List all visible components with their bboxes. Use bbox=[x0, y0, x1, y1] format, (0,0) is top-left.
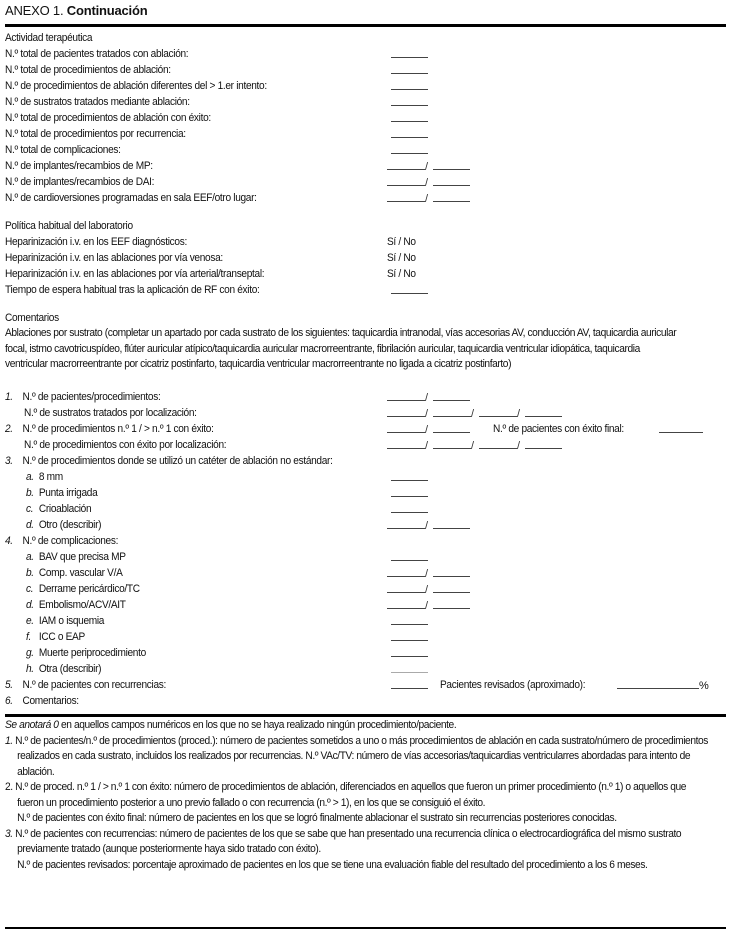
actividad-label: N.º de procedimientos de ablación diferentes del > 1.er intento: bbox=[5, 80, 267, 92]
yes-no-option[interactable]: Sí / No bbox=[387, 236, 416, 248]
pacientes-revisados-label: Pacientes revisados (aproximado): bbox=[440, 679, 586, 691]
blank-field[interactable] bbox=[391, 501, 428, 517]
annex-label: ANEXO 1. bbox=[5, 3, 64, 18]
comentarios-item-2: 2. N.º de procedimientos n.º 1 / > n.º 1 con éxito: bbox=[5, 423, 214, 435]
top-rule bbox=[5, 24, 726, 27]
complication-option: g. Muerte periprocedimiento bbox=[26, 647, 146, 659]
blank-field[interactable] bbox=[391, 110, 428, 126]
section-heading-politica: Política habitual del laboratorio bbox=[5, 220, 133, 232]
actividad-label: N.º total de pacientes tratados con ablación: bbox=[5, 48, 189, 60]
complication-option: h. Otra (describir) bbox=[26, 663, 102, 675]
blank-field[interactable] bbox=[391, 78, 428, 94]
footnote-1: 1. N.º de pacientes/n.º de procedimientos (proced.): número de pacientes sometidos a uno o más procedimientos de ablación en cada sustrato/número de procedimientos realizados en cada sustrato, incluidos los realizados por recurrencias. N.º VAc/TV: número de vías accesorias/taquicardias ventricularres abordadas para intento de ablación. bbox=[5, 734, 708, 778]
footnote-3-b: N.º de pacientes revisados: porcentaje aproximado de pacientes en los que se tiene una evaluación fiable del resultado del procedimiento a los 6 meses. bbox=[17, 858, 648, 871]
section-heading-comentarios: Comentarios bbox=[5, 312, 59, 324]
blank-field[interactable] bbox=[391, 629, 428, 645]
blank-field[interactable] bbox=[391, 62, 428, 78]
comentarios-item-4: 4. N.º de complicaciones: bbox=[5, 535, 119, 547]
blank-field[interactable] bbox=[391, 645, 428, 661]
footnote-intro: Se anotará 0 en aquellos campos numéricos en los que no se haya realizado ningún procedimiento/paciente. bbox=[5, 719, 457, 731]
actividad-label: N.º total de procedimientos por recurrencia: bbox=[5, 128, 186, 140]
blank-field-pair[interactable]: / bbox=[387, 174, 470, 190]
comentarios-item-1: 1. N.º de pacientes/procedimientos: bbox=[5, 391, 161, 403]
blank-field-pair[interactable]: / bbox=[387, 421, 470, 437]
blank-field-quad[interactable]: / / / bbox=[387, 405, 562, 421]
blank-field[interactable] bbox=[391, 485, 428, 501]
catheter-option: b. Punta irrigada bbox=[26, 487, 98, 499]
blank-field-pair[interactable]: / bbox=[387, 190, 470, 206]
complication-option: d. Embolismo/ACV/AIT bbox=[26, 599, 126, 611]
politica-label: Heparinización i.v. en los EEF diagnósticos: bbox=[5, 236, 187, 248]
blank-field[interactable] bbox=[391, 142, 428, 158]
actividad-label: N.º de cardioversiones programadas en sala EEF/otro lugar: bbox=[5, 192, 257, 204]
footnote-3: 3. N.º de pacientes con recurrencias: número de pacientes de los que se sabe que han presentado una recurrencia clínica o electrocardiográfica del mismo sustrato previamente tratado (aunque posteriormente haya sido tratado con éxito). bbox=[5, 827, 682, 855]
catheter-option: d. Otro (describir) bbox=[26, 519, 102, 531]
yes-no-option[interactable]: Sí / No bbox=[387, 252, 416, 264]
blank-field-pair[interactable]: / bbox=[387, 581, 470, 597]
blank-field[interactable] bbox=[391, 282, 428, 298]
actividad-label: N.º de implantes/recambios de DAI: bbox=[5, 176, 155, 188]
bottom-rule bbox=[5, 927, 726, 929]
comentarios-intro: Ablaciones por sustrato (completar un apartado por cada sustrato de los siguientes: taquicardia intranodal, vías accesorias AV, conducción AV, taquicardia auricular focal, istmo cavotricuspídeo, flúter auricular atípico/taquicardia auricular macrorreentrante, fibrilación auricular, taquicardia ventricular idiopática, taquicardia ventricular macrorreentrante por cicatriz postinfarto, taquicardia ventricular macrorreentrante no ligada a cicatriz postinfarto) bbox=[5, 327, 677, 370]
catheter-option: a. 8 mm bbox=[26, 471, 63, 483]
blank-field-pair[interactable]: / bbox=[387, 597, 470, 613]
complication-option: c. Derrame pericárdico/TC bbox=[26, 583, 140, 595]
complication-option: b. Comp. vascular V/A bbox=[26, 567, 123, 579]
exito-final-label: N.º de pacientes con éxito final: bbox=[493, 423, 624, 435]
footnote-rule bbox=[5, 714, 726, 717]
complication-option: e. IAM o isquemia bbox=[26, 615, 105, 627]
blank-field[interactable] bbox=[391, 661, 428, 677]
exito-final-field[interactable] bbox=[659, 421, 703, 437]
blank-field-pair[interactable]: / bbox=[387, 158, 470, 174]
footnotes bbox=[5, 718, 712, 873]
comentarios-item-3: 3. N.º de procedimientos donde se utilizó un catéter de ablación no estándar: bbox=[5, 455, 333, 467]
blank-field-pair[interactable]: / bbox=[387, 389, 470, 405]
blank-field-pair[interactable]: / bbox=[387, 565, 470, 581]
actividad-label: N.º de implantes/recambios de MP: bbox=[5, 160, 153, 172]
actividad-label: N.º total de procedimientos de ablación: bbox=[5, 64, 171, 76]
complication-option: f. ICC o EAP bbox=[26, 631, 85, 643]
blank-field[interactable] bbox=[391, 469, 428, 485]
comentarios-item-1-sub: N.º de sustratos tratados por localización: bbox=[24, 407, 197, 419]
footnote-2: 2. N.º de proced. n.º 1 / > n.º 1 con éxito: número de procedimientos de ablación, diferenciados en aquellos que fueron un primer procedimiento (n.º 1) o aquellos que fueron un procedimiento posterior a uno previo fallado o con recurrencia (n.º > 1), en los que se consiguió el éxito. bbox=[5, 781, 687, 809]
politica-label: Tiempo de espera habitual tras la aplicación de RF con éxito: bbox=[5, 284, 260, 296]
actividad-label: N.º total de procedimientos de ablación con éxito: bbox=[5, 112, 211, 124]
blank-field[interactable] bbox=[391, 549, 428, 565]
complication-option: a. BAV que precisa MP bbox=[26, 551, 126, 563]
blank-field[interactable] bbox=[391, 94, 428, 110]
blank-field[interactable] bbox=[391, 126, 428, 142]
section-heading-actividad: Actividad terapéutica bbox=[5, 32, 93, 44]
page-title bbox=[5, 3, 147, 18]
comentarios-item-6: 6. Comentarios: bbox=[5, 695, 79, 707]
pacientes-revisados-field[interactable]: % bbox=[617, 677, 709, 693]
yes-no-option[interactable]: Sí / No bbox=[387, 268, 416, 280]
politica-label: Heparinización i.v. en las ablaciones por vía venosa: bbox=[5, 252, 223, 264]
blank-field[interactable] bbox=[391, 677, 428, 693]
actividad-label: N.º total de complicaciones: bbox=[5, 144, 121, 156]
blank-field-pair[interactable]: / bbox=[387, 517, 470, 533]
annex-title: Continuación bbox=[66, 3, 148, 18]
catheter-option: c. Crioablación bbox=[26, 503, 92, 515]
footnote-2-b: N.º de pacientes con éxito final: número de pacientes en los que se logró finalmente ablacionar el sustrato sin recurrencias posteriores conocidas. bbox=[17, 812, 617, 824]
comentarios-item-5: 5. N.º de pacientes con recurrencias: bbox=[5, 679, 166, 691]
blank-field[interactable] bbox=[391, 46, 428, 62]
comentarios-item-2-sub: N.º de procedimientos con éxito por localización: bbox=[24, 439, 227, 451]
politica-label: Heparinización i.v. en las ablaciones por vía arterial/transeptal: bbox=[5, 268, 265, 280]
actividad-label: N.º de sustratos tratados mediante ablación: bbox=[5, 96, 190, 108]
blank-field[interactable] bbox=[391, 613, 428, 629]
blank-field-quad[interactable]: / / / bbox=[387, 437, 562, 453]
